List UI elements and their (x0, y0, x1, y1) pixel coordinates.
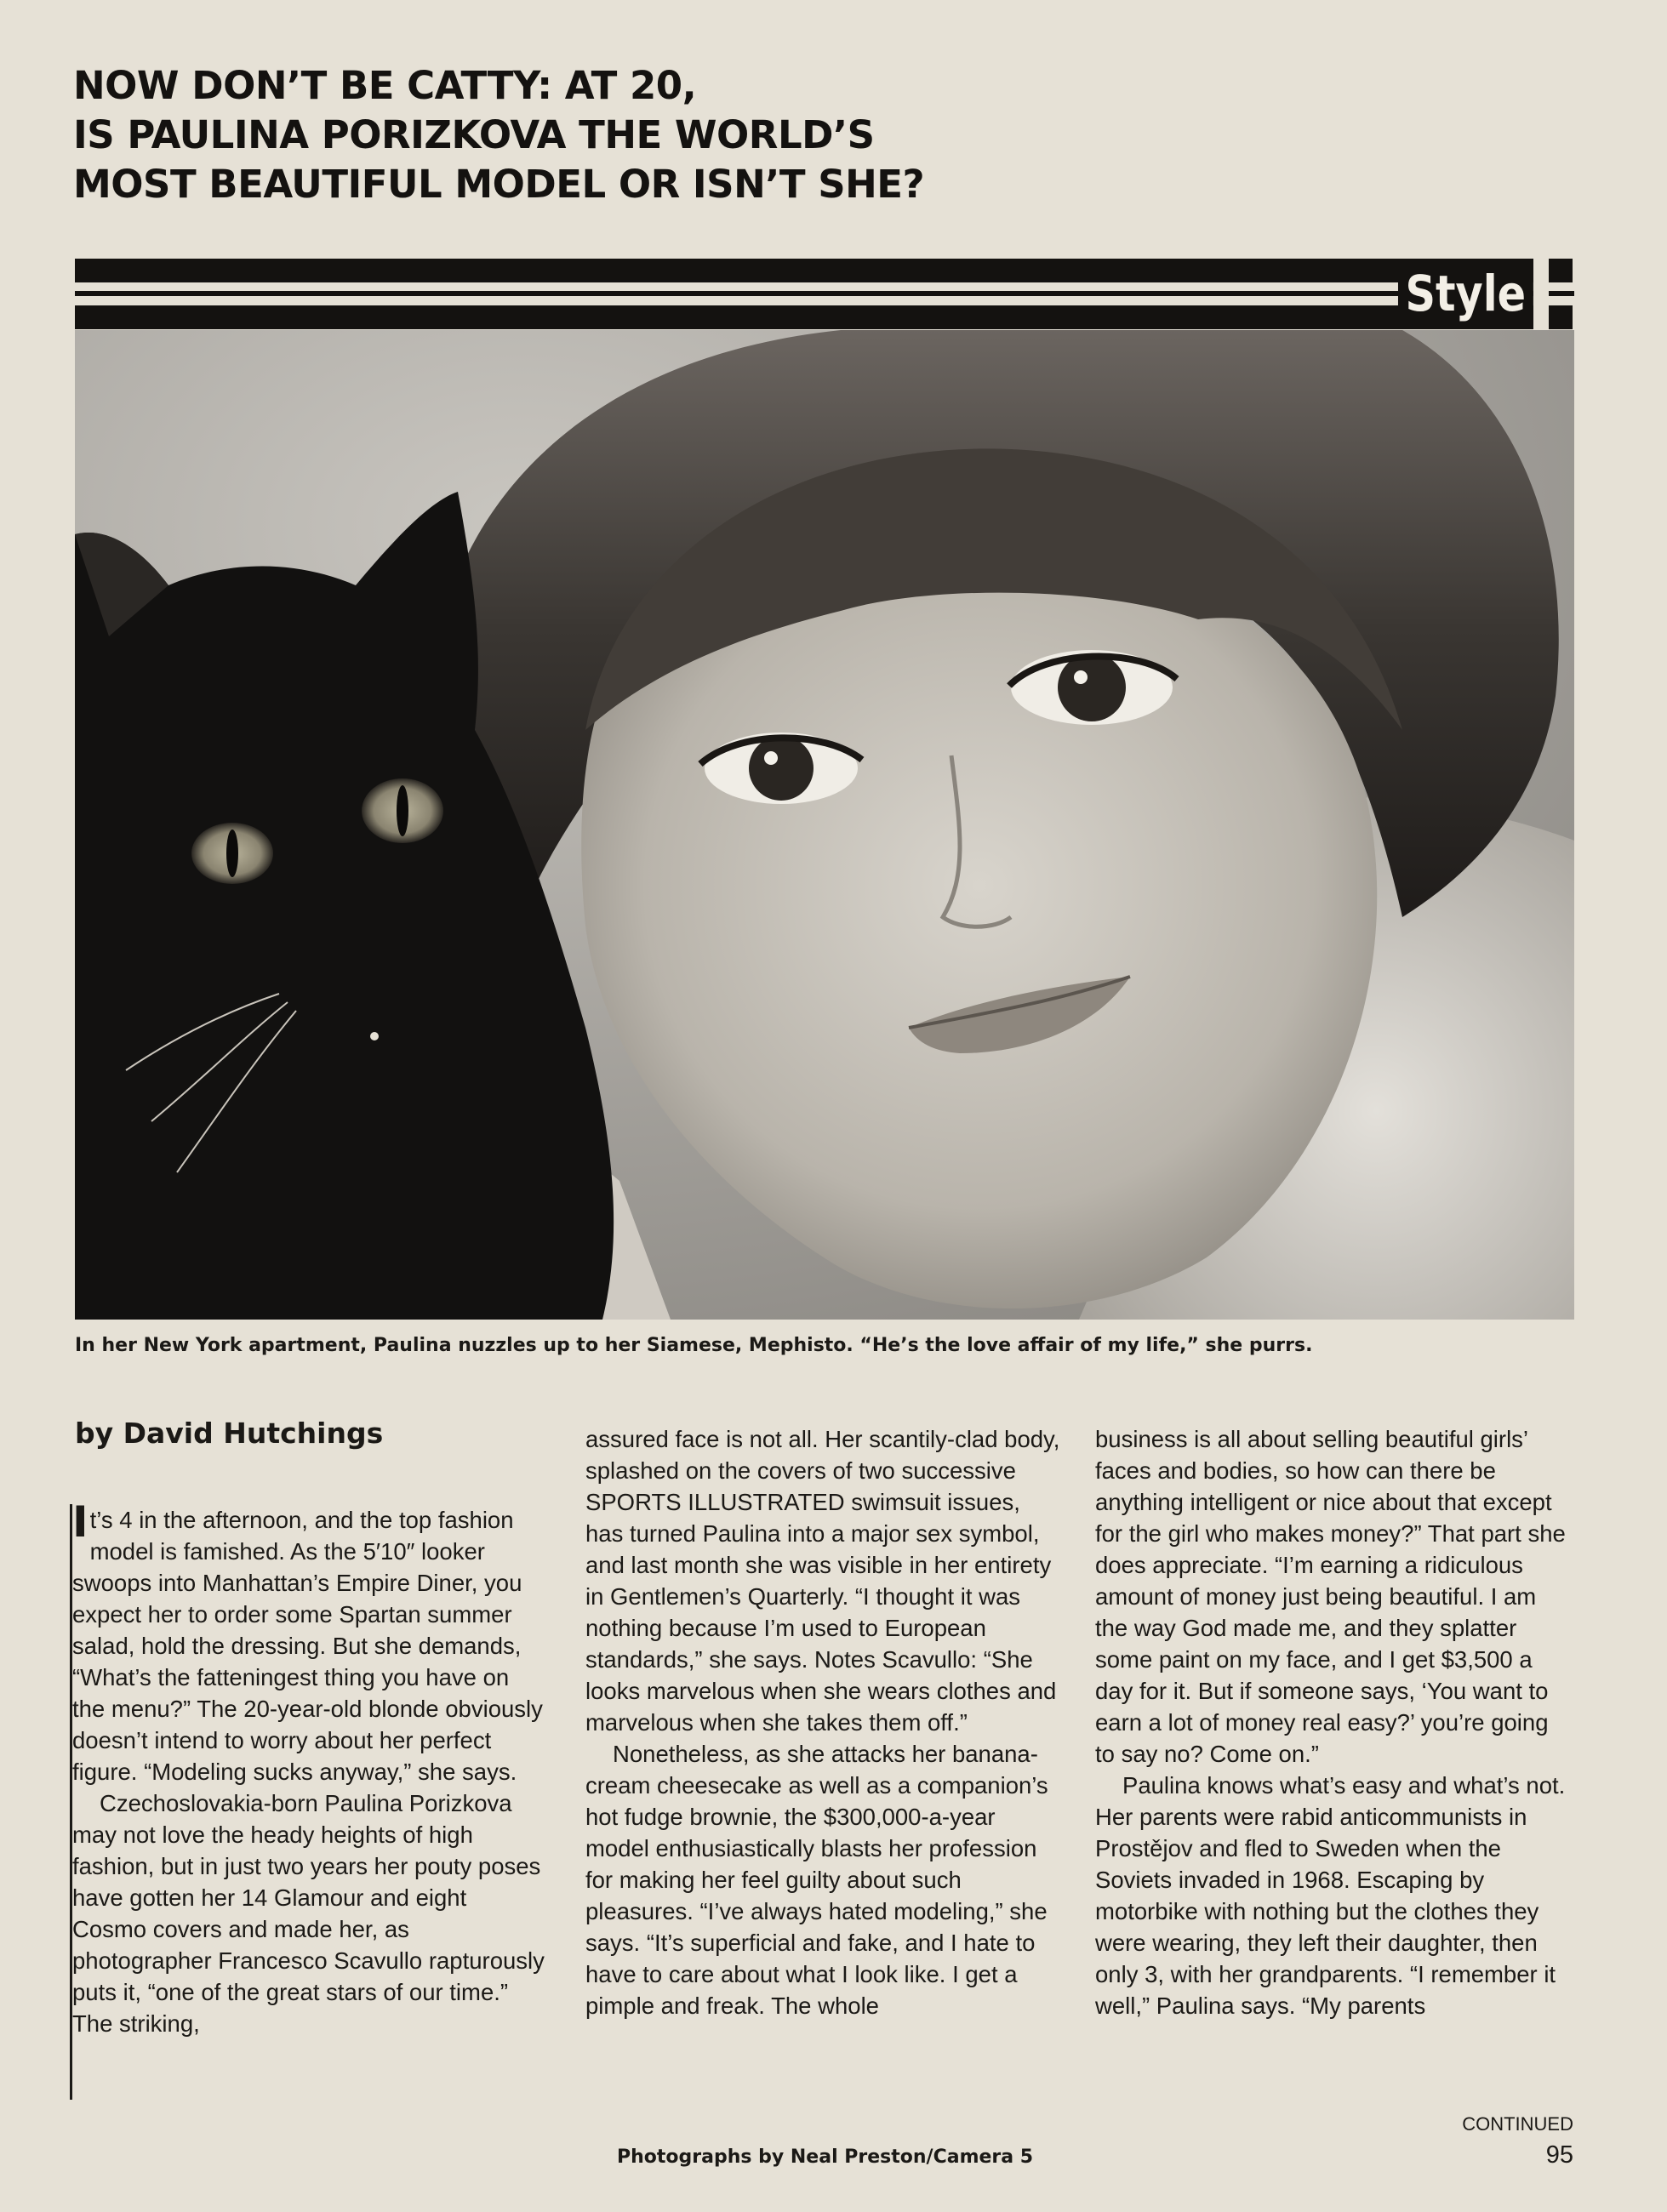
paragraph: Nonetheless, as she attacks her banana-cream cheesecake as well as a companion’s hot fudge brownie, the $300,000-a-year model enthusiastically blasts her profession for making her feel guilty about such pleasures. “I’ve always hated modeling,” she says. “It’s superficial and fake, and I hate to have to care about what I look like. I get a pimple and freak. The whole (585, 1741, 1048, 2019)
banner-bottom-bar (75, 305, 1573, 329)
banner-top-bar (75, 259, 1573, 282)
cover-photo (75, 330, 1574, 1320)
paragraph: assured face is not all. Her scantily-clad body, splashed on the covers of two successive SPORTS ILLUSTRATED swimsuit issues, has turned Paulina into a major sex symbol, and last month she was visible in her entirety in Gentlemen’s Quarterly. “I thought it was nothing because I’m used to European standards,” she says. Notes Scavullo: “She looks marvelous when she wears clothes and marvelous when she takes them off.” (585, 1426, 1060, 1736)
headline-line-1: NOW DON’T BE CATTY: AT 20, (73, 63, 697, 108)
paragraph-text: t’s 4 in the afternoon, and the top fashion model is famished. As the 5′10″ looker swoops into Manhattan’s Empire Diner, you expect her to order some Spartan summer salad, hold the dressing. But she demands, “What’s the fatteningest thing you have on the menu?” The 20-year-old blonde obviously doesn’t intend to worry about her perfect figure. “Modeling sucks anyway,” she says. (72, 1507, 543, 1785)
article-column-1 (72, 1497, 545, 2039)
article-column-3 (1095, 1423, 1572, 2021)
banner-tail-rule (1549, 291, 1574, 296)
paragraph: Czechoslovakia-born Paulina Porizkova may not love the heady heights of high fashion, but in just two years her pouty poses have gotten her 14 Glamour and eight Cosmo covers and made her, as photographer Francesco Scavullo rapturously puts it, “one of the great stars of our time.” The striking, (72, 1790, 545, 2037)
photo-illustration (75, 330, 1574, 1320)
page-number: 95 (1545, 2141, 1573, 2169)
headline-line-2: IS PAULINA PORIZKOVA THE WORLD’S (73, 112, 875, 157)
section-label: Style (1398, 260, 1533, 327)
byline: by David Hutchings (75, 1417, 384, 1450)
banner-mid-rule (75, 291, 1573, 296)
drop-cap: I (72, 1497, 88, 1547)
photo-caption: In her New York apartment, Paulina nuzzles up to her Siamese, Mephisto. “He’s the love affair of my life,” she purrs. (75, 1335, 1313, 1356)
photo-credit: Photographs by Neal Preston/Camera 5 (617, 2146, 1034, 2168)
paragraph: Paulina knows what’s easy and what’s not. Her parents were rabid anticommunists in Prostějov and fled to Sweden when the Soviets invaded in 1968. Escaping by motorbike with nothing but the clothes they were wearing, they left their daughter, then only 3, with her grandparents. “I remember it well,” Paulina says. “My parents (1095, 1772, 1566, 2019)
column-rule (70, 1504, 72, 2100)
continued-label: CONTINUED (1462, 2113, 1573, 2135)
section-banner (75, 259, 1574, 329)
paragraph (72, 1497, 545, 1787)
headline-line-3: MOST BEAUTIFUL MODEL OR ISN’T SHE? (73, 162, 925, 207)
paragraph: business is all about selling beautiful girls’ faces and bodies, so how can there be anything intelligent or nice about that except for the girl who makes money?” That part she does appreciate. “I’m earning a ridiculous amount of money just being beautiful. I am the way God made me, and they splatter some paint on my face, and I get $3,500 a day for it. But if someone says, ‘You want to earn a lot of money real easy?’ you’re going to say no? Come on.” (1095, 1426, 1566, 1767)
headline (73, 61, 1350, 209)
banner-gap (1533, 259, 1549, 329)
article-column-2 (585, 1423, 1062, 2021)
